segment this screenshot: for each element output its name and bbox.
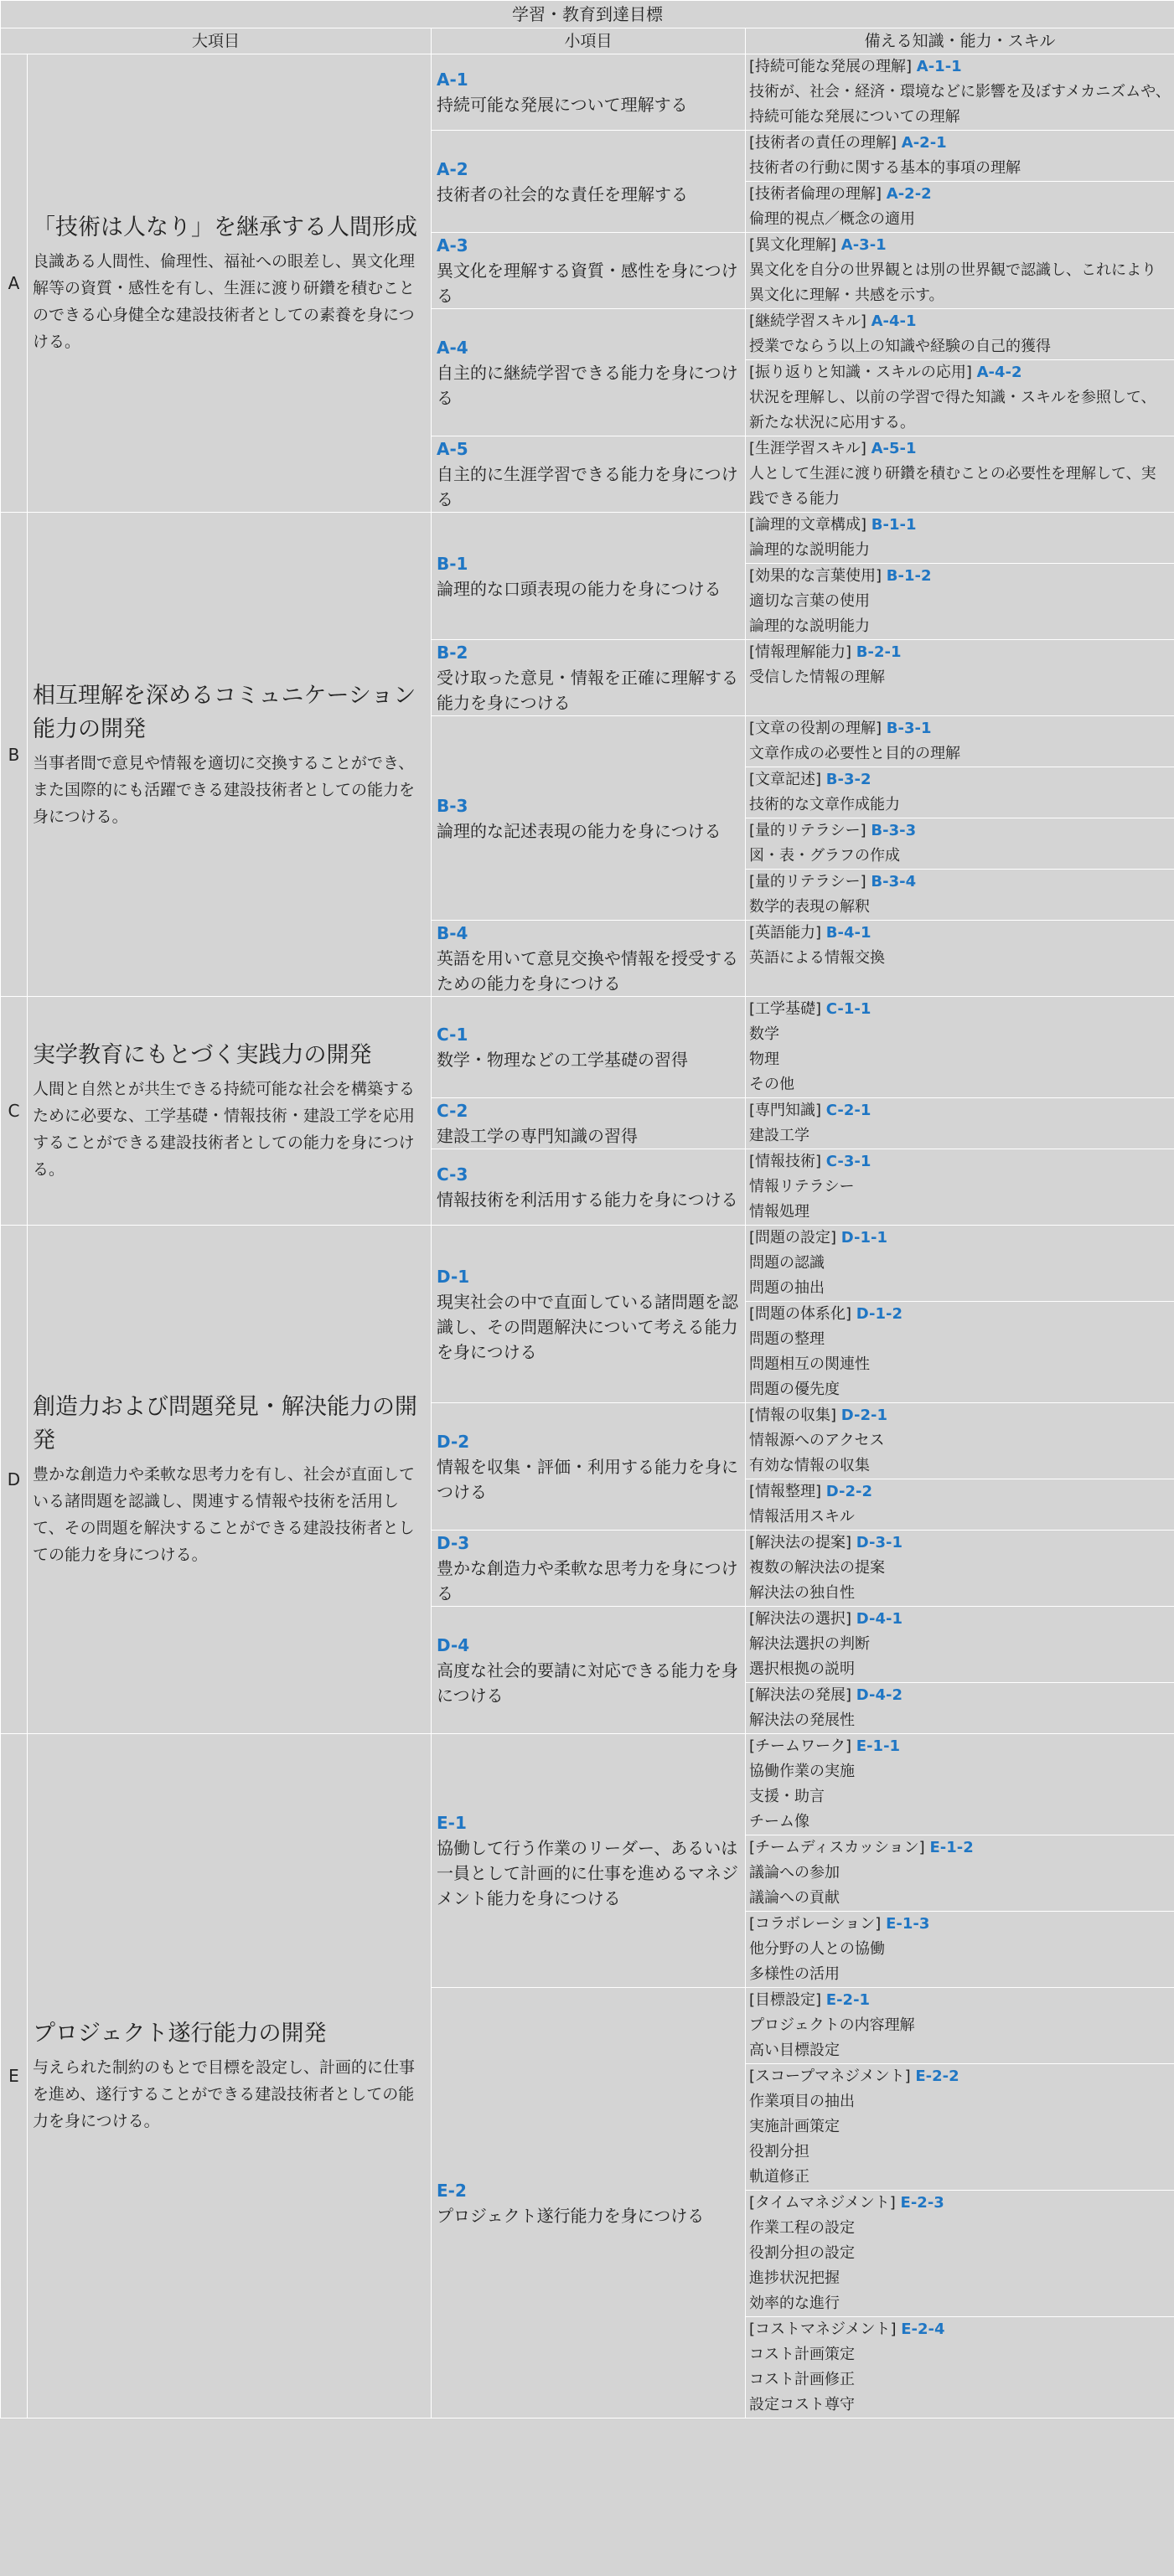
table-row — [1, 513, 1174, 640]
knowledge-line: 英語による情報交換 — [749, 949, 885, 967]
knowledge-block — [746, 1403, 1174, 1479]
knowledge-line: 授業でならう以上の知識や経験の自己的獲得 — [749, 338, 1051, 355]
knowledge-line: 解決法の発展性 — [749, 1711, 855, 1729]
minor-item-cell — [432, 1403, 746, 1531]
knowledge-block — [746, 1302, 1174, 1402]
knowledge-cell — [746, 309, 1174, 436]
knowledge-label: [異文化理解] — [749, 236, 837, 254]
knowledge-line: 論理的な説明能力 — [749, 541, 870, 559]
minor-item-code: C-3 — [437, 1164, 468, 1185]
knowledge-block — [746, 1531, 1174, 1606]
knowledge-heading — [749, 1403, 1171, 1428]
knowledge-label: [振り返りと知識・スキルの応用] — [749, 364, 972, 381]
knowledge-code: D-1-1 — [840, 1229, 888, 1247]
knowledge-cell — [746, 921, 1174, 997]
knowledge-label: [専門知識] — [749, 1102, 822, 1119]
knowledge-line: 問題の抽出 — [749, 1279, 825, 1297]
minor-item-text: 英語を用いて意見交換や情報を授受するための能力を身につける — [437, 948, 738, 994]
knowledge-cell — [746, 233, 1174, 309]
knowledge-block — [746, 1683, 1174, 1733]
knowledge-label: [タイムマネジメント] — [749, 2194, 896, 2212]
knowledge-label: [目標設定] — [749, 1991, 822, 2009]
knowledge-code: C-3-1 — [825, 1153, 871, 1170]
knowledge-line: コスト計画修正 — [749, 2371, 855, 2388]
minor-item-code: D-1 — [437, 1266, 470, 1287]
knowledge-cell — [746, 716, 1174, 921]
knowledge-heading — [749, 1988, 1171, 2013]
knowledge-line: 役割分担の設定 — [749, 2244, 855, 2262]
knowledge-cell — [746, 54, 1174, 131]
minor-item-code: A-5 — [437, 439, 468, 459]
knowledge-block — [746, 2064, 1174, 2191]
knowledge-code: E-1-1 — [856, 1737, 901, 1755]
minor-item-cell — [432, 1607, 746, 1734]
knowledge-line: 多様性の活用 — [749, 1965, 840, 1983]
major-item-title: 実学教育にもとづく実践力の開発 — [33, 1042, 372, 1068]
knowledge-label: [文章記述] — [749, 771, 822, 788]
knowledge-line: 数学 — [749, 1025, 779, 1043]
knowledge-line: 情報源へのアクセス — [749, 1432, 885, 1449]
minor-item-code: C-1 — [437, 1025, 468, 1045]
knowledge-cell — [746, 1988, 1174, 2419]
minor-item-text: 異文化を理解する資質・感性を身につける — [437, 261, 738, 306]
minor-item-text: 論理的な口頭表現の能力を身につける — [437, 578, 721, 599]
minor-item-code: A-2 — [437, 158, 468, 179]
knowledge-label: [工学基礎] — [749, 1000, 822, 1018]
knowledge-code: B-1-1 — [871, 516, 917, 534]
knowledge-label: [情報技術] — [749, 1153, 822, 1170]
knowledge-line: 議論への貢献 — [749, 1889, 840, 1907]
knowledge-code: D-3-1 — [856, 1534, 903, 1551]
knowledge-line: 選択根拠の説明 — [749, 1660, 855, 1678]
knowledge-heading — [749, 1226, 1171, 1251]
knowledge-code: A-1-1 — [916, 58, 962, 75]
column-header-minor: 小項目 — [432, 28, 746, 54]
knowledge-block — [746, 2317, 1174, 2418]
minor-item-cell — [432, 640, 746, 716]
knowledge-cell — [746, 1403, 1174, 1531]
knowledge-heading — [749, 360, 1171, 385]
knowledge-cell — [746, 1098, 1174, 1149]
knowledge-line: 有効な情報の収集 — [749, 1457, 870, 1474]
knowledge-block — [746, 2191, 1174, 2317]
knowledge-code: E-2-2 — [915, 2068, 959, 2085]
knowledge-line: 作業項目の抽出 — [749, 2093, 855, 2110]
knowledge-code: C-1-1 — [825, 1000, 871, 1018]
major-item-cell — [28, 54, 432, 513]
knowledge-block — [746, 1479, 1174, 1530]
minor-item-cell — [432, 233, 746, 309]
table-row — [1, 1226, 1174, 1403]
knowledge-line: 倫理的視点／概念の適用 — [749, 210, 915, 228]
knowledge-block — [746, 767, 1174, 818]
knowledge-block — [746, 1607, 1174, 1683]
knowledge-heading — [749, 1531, 1171, 1556]
knowledge-cell — [746, 1149, 1174, 1226]
knowledge-label: [情報理解能力] — [749, 643, 852, 661]
knowledge-block — [746, 233, 1174, 308]
knowledge-code: D-2-2 — [825, 1483, 873, 1500]
knowledge-line: 効率的な進行 — [749, 2295, 840, 2312]
knowledge-label: [量的リテラシー] — [749, 873, 866, 891]
knowledge-code: E-2-3 — [900, 2194, 944, 2212]
knowledge-cell — [746, 131, 1174, 233]
knowledge-code: A-4-1 — [871, 312, 917, 330]
knowledge-code: B-3-4 — [871, 873, 917, 891]
knowledge-line: 人として生涯に渡り研鑽を積むことの必要性を理解して、実践できる能力 — [749, 465, 1156, 508]
minor-item-code: A-4 — [437, 337, 468, 358]
table-row — [1, 997, 1174, 1098]
knowledge-line: 複数の解決法の提案 — [749, 1559, 885, 1577]
knowledge-block — [746, 1988, 1174, 2064]
knowledge-line: 情報活用スキル — [749, 1508, 855, 1525]
knowledge-code: E-1-3 — [886, 1915, 930, 1933]
minor-item-code: D-2 — [437, 1431, 470, 1452]
knowledge-label: [文章の役割の理解] — [749, 720, 882, 737]
knowledge-line: 技術的な文章作成能力 — [749, 796, 900, 813]
knowledge-label: [コラボレーション] — [749, 1915, 882, 1933]
knowledge-cell — [746, 436, 1174, 513]
minor-item-cell — [432, 1149, 746, 1226]
knowledge-label: [チームワーク] — [749, 1737, 852, 1755]
table-body — [1, 54, 1174, 2419]
knowledge-label: [効果的な言葉使用] — [749, 567, 882, 585]
knowledge-code: A-2-2 — [886, 185, 932, 203]
knowledge-code: A-2-1 — [901, 134, 947, 152]
knowledge-line: 議論への参加 — [749, 1864, 840, 1882]
knowledge-heading — [749, 640, 1171, 665]
knowledge-code: B-3-1 — [886, 720, 932, 737]
knowledge-line: 建設工学 — [749, 1127, 809, 1144]
knowledge-label: [英語能力] — [749, 924, 822, 942]
minor-item-text: 現実社会の中で直面している諸問題を認識し、その問題解決について考える能力を身につける — [437, 1291, 738, 1362]
knowledge-block — [746, 1098, 1174, 1149]
minor-item-cell — [432, 716, 746, 921]
section-letter: B — [1, 513, 28, 997]
minor-item-code: E-1 — [437, 1813, 467, 1833]
knowledge-block — [746, 997, 1174, 1097]
minor-item-text: 数学・物理などの工学基礎の習得 — [437, 1050, 688, 1070]
knowledge-cell — [746, 513, 1174, 640]
knowledge-line: 異文化を自分の世界観とは別の世界観で認識し、これにより異文化に理解・共感を示す。 — [749, 261, 1156, 304]
knowledge-label: [論理的文章構成] — [749, 516, 867, 534]
knowledge-heading — [749, 54, 1171, 80]
minor-item-code: D-3 — [437, 1533, 470, 1553]
knowledge-heading — [749, 564, 1171, 589]
knowledge-line: 状況を理解し、以前の学習で得た知識・スキルを参照して、新たな状況に応用する。 — [749, 389, 1156, 431]
knowledge-label: [解決法の提案] — [749, 1534, 852, 1551]
knowledge-heading — [749, 131, 1171, 156]
knowledge-heading — [749, 1149, 1171, 1174]
knowledge-label: [コストマネジメント] — [749, 2320, 897, 2338]
knowledge-block — [746, 1835, 1174, 1912]
major-item-description: 与えられた制約のもとで目標を設定し、計画的に仕事を進め、遂行することができる建設技術者としての能力を身につける。 — [33, 2058, 416, 2130]
knowledge-heading — [749, 1302, 1171, 1327]
knowledge-code: E-1-2 — [929, 1839, 974, 1856]
knowledge-block — [746, 436, 1174, 512]
minor-item-text: 協働して行う作業のリーダー、あるいは一員として計画的に仕事を進めるマネジメント能力を身につける — [437, 1838, 738, 1908]
knowledge-code: D-4-2 — [856, 1686, 903, 1704]
minor-item-text: 技術者の社会的な責任を理解する — [437, 183, 688, 204]
knowledge-heading — [749, 1098, 1171, 1123]
knowledge-label: [スコープマネジメント] — [749, 2068, 911, 2085]
knowledge-code: C-2-1 — [825, 1102, 871, 1119]
knowledge-heading — [749, 1734, 1171, 1759]
minor-item-code: A-3 — [437, 235, 468, 256]
knowledge-line: 問題の認識 — [749, 1254, 825, 1272]
minor-item-cell — [432, 131, 746, 233]
knowledge-block — [746, 1912, 1174, 1987]
minor-item-code: C-2 — [437, 1101, 468, 1121]
knowledge-code: E-2-4 — [901, 2320, 945, 2338]
knowledge-line: 技術者の行動に関する基本的事項の理解 — [749, 159, 1021, 177]
minor-item-text: 自主的に継続学習できる能力を身につける — [437, 362, 738, 408]
knowledge-heading — [749, 716, 1171, 741]
knowledge-cell — [746, 1531, 1174, 1607]
knowledge-code: B-4-1 — [825, 924, 871, 942]
knowledge-heading — [749, 818, 1171, 844]
knowledge-block — [746, 182, 1174, 232]
minor-item-cell — [432, 1734, 746, 1988]
knowledge-line: 情報リテラシー — [749, 1178, 855, 1195]
knowledge-line: 進捗状況把握 — [749, 2269, 840, 2287]
knowledge-block — [746, 870, 1174, 920]
knowledge-block — [746, 640, 1174, 690]
minor-item-code: B-4 — [437, 923, 468, 943]
knowledge-block — [746, 564, 1174, 639]
knowledge-line: 問題の整理 — [749, 1330, 825, 1348]
major-item-title: プロジェクト遂行能力の開発 — [33, 2021, 327, 2047]
knowledge-block — [746, 1734, 1174, 1835]
minor-item-cell — [432, 921, 746, 997]
knowledge-line: 技術が、社会・経済・環境などに影響を及ぼすメカニズムや、持続可能な発展についての理解 — [749, 83, 1171, 126]
knowledge-line: 作業工程の設定 — [749, 2219, 855, 2237]
knowledge-code: A-5-1 — [871, 440, 917, 457]
knowledge-line: 情報処理 — [749, 1203, 809, 1221]
minor-item-code: A-1 — [437, 70, 468, 90]
major-item-description: 当事者間で意見や情報を適切に交換することができ、また国際的にも活躍できる建設技術者としての能力を身につける。 — [33, 753, 416, 826]
knowledge-heading — [749, 309, 1171, 334]
knowledge-line: プロジェクトの内容理解 — [749, 2016, 915, 2034]
knowledge-label: [生涯学習スキル] — [749, 440, 866, 457]
knowledge-line: 軌道修正 — [749, 2168, 809, 2186]
minor-item-code: B-1 — [437, 553, 468, 574]
knowledge-block — [746, 1149, 1174, 1225]
knowledge-block — [746, 360, 1174, 436]
knowledge-heading — [749, 233, 1171, 258]
minor-item-text: 自主的に生涯学習できる能力を身につける — [437, 464, 738, 509]
knowledge-label: [持続可能な発展の理解] — [749, 58, 913, 75]
column-header-knowledge: 備える知識・能力・スキル — [746, 28, 1174, 54]
knowledge-block — [746, 818, 1174, 870]
knowledge-line: 解決法の独自性 — [749, 1584, 855, 1602]
minor-item-code: E-2 — [437, 2180, 467, 2201]
knowledge-line: 論理的な説明能力 — [749, 617, 870, 635]
minor-item-cell — [432, 1226, 746, 1403]
major-item-cell — [28, 1734, 432, 2419]
table-row — [1, 54, 1174, 131]
major-item-title: 創造力および問題発見・解決能力の開発 — [33, 1394, 417, 1453]
minor-item-text: 受け取った意見・情報を正確に理解する能力を身につける — [437, 668, 738, 713]
minor-item-cell — [432, 436, 746, 513]
minor-item-text: 論理的な記述表現の能力を身につける — [437, 820, 721, 841]
knowledge-line: その他 — [749, 1076, 794, 1093]
knowledge-heading — [749, 767, 1171, 792]
table-title: 学習・教育到達目標 — [1, 1, 1174, 28]
knowledge-heading — [749, 2191, 1171, 2216]
major-item-title: 相互理解を深めるコミュニケーション能力の開発 — [33, 682, 416, 742]
minor-item-cell — [432, 1531, 746, 1607]
section-letter: D — [1, 1226, 28, 1734]
knowledge-code: D-1-2 — [856, 1305, 903, 1323]
section-letter: A — [1, 54, 28, 513]
knowledge-heading — [749, 2317, 1171, 2342]
knowledge-line: 高い目標設定 — [749, 2042, 840, 2059]
knowledge-label: [技術者倫理の理解] — [749, 185, 882, 203]
major-item-title: 「技術は人なり」を継承する人間形成 — [33, 214, 417, 240]
knowledge-label: [継続学習スキル] — [749, 312, 866, 330]
knowledge-heading — [749, 921, 1171, 946]
minor-item-text: 高度な社会的要請に対応できる能力を身につける — [437, 1660, 738, 1706]
major-item-description: 良識ある人間性、倫理性、福祉への眼差し、異文化理解等の資質・感性を有し、生涯に渡り研鑽を積むことのできる心身健全な建設技術者としての素養を身につける。 — [33, 252, 416, 351]
minor-item-code: B-2 — [437, 643, 468, 663]
minor-item-text: 建設工学の専門知識の習得 — [437, 1126, 638, 1146]
knowledge-line: 設定コスト尊守 — [749, 2396, 855, 2413]
knowledge-block — [746, 921, 1174, 971]
major-item-cell — [28, 1226, 432, 1734]
knowledge-label: [チームディスカッション] — [749, 1839, 925, 1856]
table-row — [1, 1734, 1174, 1988]
major-item-description: 豊かな創造力や柔軟な思考力を有し、社会が直面している諸問題を認識し、関連する情報や技術を活用して、その問題を解決することができる建設技術者としての能力を身につける。 — [33, 1465, 416, 1564]
minor-item-code: B-3 — [437, 795, 468, 816]
knowledge-code: D-4-1 — [856, 1610, 903, 1628]
knowledge-cell — [746, 1226, 1174, 1403]
knowledge-line: 受信した情報の理解 — [749, 669, 885, 686]
knowledge-line: 支援・助言 — [749, 1788, 825, 1805]
knowledge-line: 数学的表現の解釈 — [749, 898, 870, 916]
knowledge-heading — [749, 1607, 1171, 1632]
knowledge-label: [量的リテラシー] — [749, 822, 866, 839]
major-item-cell — [28, 997, 432, 1226]
knowledge-code: D-2-1 — [840, 1407, 888, 1424]
minor-item-code: D-4 — [437, 1634, 470, 1655]
major-item-description: 人間と自然とが共生できる持続可能な社会を構築するために必要な、工学基礎・情報技術・建設工学を応用することができる建設技術者としての能力を身につける。 — [33, 1080, 416, 1179]
minor-item-text: 持続可能な発展について理解する — [437, 95, 688, 115]
section-letter: E — [1, 1734, 28, 2419]
knowledge-heading — [749, 870, 1171, 895]
knowledge-line: 実施計画策定 — [749, 2118, 840, 2135]
knowledge-label: [解決法の発展] — [749, 1686, 852, 1704]
minor-item-text: 豊かな創造力や柔軟な思考力を身につける — [437, 1558, 738, 1603]
knowledge-line: 物理 — [749, 1051, 779, 1068]
minor-item-cell — [432, 54, 746, 131]
knowledge-code: A-3-1 — [840, 236, 887, 254]
knowledge-cell — [746, 640, 1174, 716]
knowledge-code: A-4-2 — [976, 364, 1022, 381]
knowledge-label: [問題の体系化] — [749, 1305, 852, 1323]
knowledge-line: 文章作成の必要性と目的の理解 — [749, 745, 960, 762]
knowledge-label: [情報整理] — [749, 1483, 822, 1500]
knowledge-heading — [749, 1479, 1171, 1505]
knowledge-cell — [746, 1607, 1174, 1734]
knowledge-line: コスト計画策定 — [749, 2346, 855, 2363]
knowledge-heading — [749, 513, 1171, 538]
knowledge-code: B-3-2 — [825, 771, 871, 788]
knowledge-heading — [749, 2064, 1171, 2089]
knowledge-label: [解決法の選択] — [749, 1610, 852, 1628]
knowledge-line: 役割分担 — [749, 2143, 809, 2160]
knowledge-code: B-2-1 — [856, 643, 902, 661]
knowledge-code: E-2-1 — [825, 1991, 871, 2009]
knowledge-heading — [749, 1912, 1171, 1937]
knowledge-block — [746, 54, 1174, 130]
minor-item-cell — [432, 997, 746, 1098]
knowledge-line: 協働作業の実施 — [749, 1763, 855, 1780]
knowledge-label: [情報の収集] — [749, 1407, 837, 1424]
minor-item-cell — [432, 513, 746, 640]
knowledge-block — [746, 131, 1174, 182]
knowledge-cell — [746, 1734, 1174, 1988]
knowledge-line: 他分野の人との協働 — [749, 1940, 885, 1958]
knowledge-code: B-1-2 — [886, 567, 932, 585]
minor-item-cell — [432, 1988, 746, 2419]
knowledge-cell — [746, 997, 1174, 1098]
major-item-cell — [28, 513, 432, 997]
knowledge-block — [746, 716, 1174, 767]
knowledge-label: [問題の設定] — [749, 1229, 837, 1247]
knowledge-label: [技術者の責任の理解] — [749, 134, 897, 152]
section-letter: C — [1, 997, 28, 1226]
minor-item-text: プロジェクト遂行能力を身につける — [437, 2205, 705, 2226]
minor-item-text: 情報技術を利活用する能力を身につける — [437, 1190, 738, 1210]
knowledge-heading — [749, 997, 1171, 1022]
knowledge-heading — [749, 1835, 1171, 1861]
minor-item-text: 情報を収集・評価・利用する能力を身につける — [437, 1456, 738, 1502]
knowledge-heading — [749, 182, 1171, 207]
knowledge-heading — [749, 1683, 1171, 1708]
knowledge-line: 解決法選択の判断 — [749, 1635, 870, 1653]
knowledge-line: 問題の優先度 — [749, 1381, 840, 1398]
knowledge-line: チーム像 — [749, 1813, 809, 1830]
knowledge-block — [746, 513, 1174, 564]
knowledge-block — [746, 1226, 1174, 1302]
knowledge-heading — [749, 436, 1171, 462]
knowledge-line: 適切な言葉の使用 — [749, 592, 870, 610]
minor-item-cell — [432, 1098, 746, 1149]
column-header-major: 大項目 — [1, 28, 432, 54]
knowledge-code: B-3-3 — [871, 822, 917, 839]
knowledge-line: 問題相互の関連性 — [749, 1355, 870, 1373]
knowledge-line: 図・表・グラフの作成 — [749, 847, 900, 865]
minor-item-cell — [432, 309, 746, 436]
knowledge-block — [746, 309, 1174, 360]
